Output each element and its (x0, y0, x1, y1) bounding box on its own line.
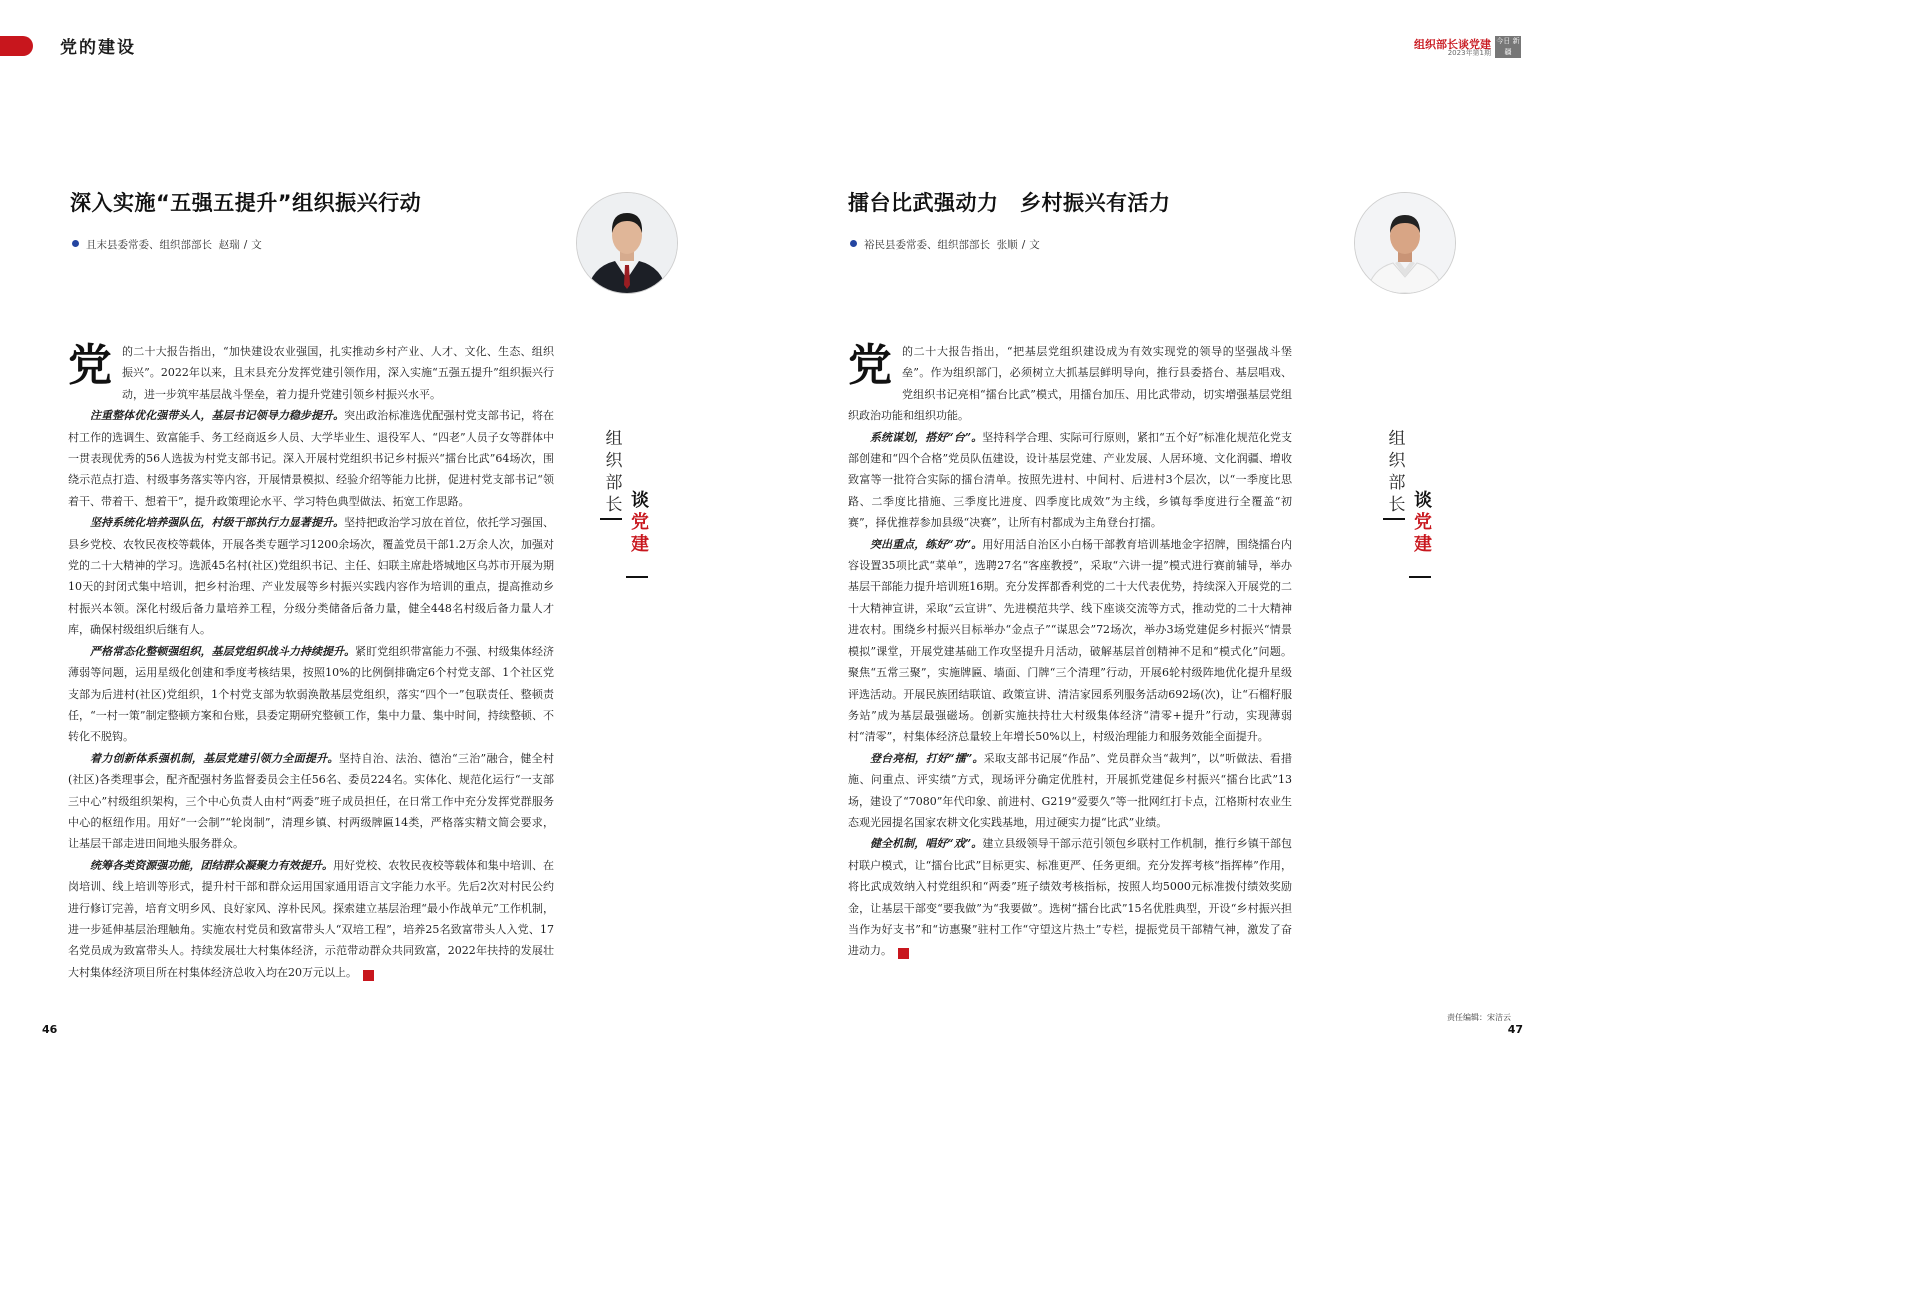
section-tab-marker (0, 36, 33, 56)
left-paragraph-lead: 着力创新体系强机制，基层党建引领力全面提升。 (90, 751, 339, 765)
column-logo-bar (1383, 518, 1405, 520)
column-logo-char: 部 (1388, 473, 1406, 493)
right-paragraph (848, 534, 1292, 748)
column-logo-char: 组 (1388, 429, 1406, 449)
left-page-number: 46 (42, 1023, 58, 1036)
left-paragraph-text: 用好党校、农牧民夜校等载体和集中培训、在岗培训、线上培训等形式，提升村干部和群众运用国家通用语言文字能力水平。先后2次对村民公约进行修订完善，培育文明乡风、良好家风、淳朴民风。探索建立基层治理“最小作战单元”工作机制，进一步延伸基层治理触角。实施农村党员和致富带头人“双培工程”，培养25名致富带头人入党、17名党员成为致富带头人。持续发展壮大村集体经济，示范带动群众共同致富，2022年扶持的发展壮大村集体经济项目所在村集体经济总收入均在20万元以上。 (68, 858, 555, 979)
column-logo-char: 谈 (1414, 490, 1432, 511)
right-paragraph-lead: 系统谋划，搭好“台”。 (870, 430, 983, 444)
left-paragraph-lead: 注重整体优化强带头人，基层书记领导力稳步提升。 (90, 409, 345, 423)
column-logo-char: 谈 (631, 490, 649, 511)
right-drop-cap: 党 (848, 340, 892, 391)
right-paragraph-text: 采取支部书记展“作品”、党员群众当“裁判”，以“听做法、看措施、问重点、评实绩”方式，现场评分确定优胜村，开展抓党建促乡村振兴“擂台比武”13场，建设了“7080”年代印象、前进村、G219“爱要久”等一批网红打卡点，江格斯村农业生态观光园提名国家农耕文化实践基地，用过硬实力提“比武”业绩。 (848, 751, 1292, 829)
column-logo-char: 建 (1414, 534, 1432, 555)
column-logo-char: 党 (1414, 512, 1432, 533)
column-logo-char: 长 (605, 495, 623, 515)
column-logo-highlight (628, 490, 652, 556)
left-paragraph-text: 坚持自治、法治、德治“三治”融合，健全村(社区)各类理事会，配齐配强村务监督委员会主任56名、委员224名。实体化、规范化运行“一支部三中心”村级组织架构，三个中心负责人由村“两委”班子成员担任，在日常工作中充分发挥党群服务中心的枢纽作用。用好“一会制”“轮岗制”，清理乡镇、村两级牌匾14类，严格落实精文简会要求，让基层干部走进田间地头服务群众。 (68, 751, 554, 851)
right-paragraph-lead: 健全机制，唱好“戏”。 (870, 837, 983, 851)
author-photo-icon (1355, 193, 1455, 293)
issue-info: 2023年第1期 (1447, 49, 1491, 57)
right-paragraph-text: 用好用活自治区小白杨干部教育培训基地金字招牌，围绕擂台内容设置35项比武“菜单”，选聘27名“客座教授”，采取“六讲一提”模式进行赛前辅导，举办基层干部能力提升培训班16期。充分发挥都香利党的二十大代表优势，持续深入开展党的二十大精神宣讲，采取“云宣讲”、先进模范共学、线下座谈交流等方式，推动党的二十大精神进农村。围绕乡村振兴目标举办“金点子”“谋思会”72场次，举办3场党建促乡村振兴“情景模拟”课堂，开展党建基础工作攻坚提升月活动，破解基层首创精神不足和“模式化”问题。聚焦“五常三聚”，实施牌匾、墙面、门牌“三个清理”行动，开展6轮村级阵地优化提升星级评选活动。开展民族团结联谊、政策宣讲、清洁家园系列服务活动692场(次)，让“石榴籽服务站”成为基层最强磁场。创新实施扶持壮大村级集体经济“清零+提升”行动，实现薄弱村“清零”，村集体经济总量较上年增长50%以上，村级治理能力和服务效能全面提升。 (848, 537, 1293, 744)
right-author-title: 裕民县委常委、组织部部长 (864, 239, 990, 251)
right-byline-separator: / (1021, 239, 1026, 251)
right-paragraph-lead: 登台亮相，打好“擂”。 (870, 751, 984, 765)
left-paragraph-lead: 统筹各类资源强功能，团结群众凝聚力有效提升。 (90, 858, 334, 872)
left-paragraph (68, 512, 554, 640)
right-paragraph-lead: 突出重点，练好“功”。 (870, 537, 983, 551)
left-paragraph-text: 紧盯党组织带富能力不强、村级集体经济薄弱等问题，运用星级化创建和季度考核结果，按照10%的比例倒排确定6个村党支部、1个社区党支部为后进村(社区)党组织，1个村党支部为软弱涣散基层党组织，落实“四个一”包联责任、整顿责任，“一村一策”制定整顿方案和台账，县委定期研究整顿工作，集中力量、集中时间，持续整顿、不转化不脱钩。 (68, 644, 555, 744)
right-column-logo (1383, 428, 1443, 598)
left-byline-separator: / (243, 239, 248, 251)
left-author-portrait (576, 192, 678, 294)
right-author-name: 张顺 (996, 239, 1018, 251)
left-author-title: 且末县委常委、组织部部长 (86, 239, 212, 251)
left-article-title: 深入实施“五强五提升”组织振兴行动 (70, 191, 422, 215)
right-paragraph (848, 833, 1292, 961)
magazine-logo: 今日 新疆 (1496, 37, 1520, 56)
left-paragraph (68, 641, 554, 748)
column-logo-char: 织 (1388, 451, 1406, 471)
right-paragraph-text: 的二十大报告指出，“把基层党组织建设成为有效实现党的领导的坚强战斗堡垒”。作为组织部门，必须树立大抓基层鲜明导向，推行县委搭台、基层唱戏、党组织书记亮相“擂台比武”模式，用擂台加压、用比武带动，切实增强基层党组织政治功能和组织功能。 (848, 345, 1292, 423)
left-paragraph-lead: 坚持系统化培养强队伍，村级干部执行力显著提升。 (90, 516, 345, 530)
author-photo-icon (577, 193, 677, 293)
column-logo-char: 长 (1388, 495, 1406, 515)
right-article-body (848, 341, 1292, 962)
right-paragraph-intro (848, 341, 1292, 427)
left-paragraph (68, 748, 554, 855)
column-logo-bar (1409, 576, 1431, 578)
column-logo-char: 部 (605, 473, 623, 493)
column-logo-bar (600, 518, 622, 520)
end-mark-icon: J (898, 948, 909, 959)
right-page-number: 47 (1507, 1023, 1523, 1036)
right-author-portrait (1354, 192, 1456, 294)
column-logo-text (602, 428, 626, 516)
bullet-icon (72, 240, 79, 247)
right-paragraph (848, 427, 1292, 534)
right-article-title: 擂台比武强动力 乡村振兴有活力 (848, 191, 1171, 215)
editor-credit: 责任编辑：宋洁云 (1447, 1013, 1511, 1022)
left-column-logo (600, 428, 660, 598)
column-logo-char: 组 (605, 429, 623, 449)
left-paragraph-text: 坚持把政治学习放在首位，依托学习强国、县乡党校、农牧民夜校等载体，开展各类专题学习1200余场次，覆盖党员干部1.2万余人次，加强对党的二十大精神的学习。选派45名村(社区)党组织书记、主任、妇联主席赴塔城地区乌苏市开展为期10天的封闭式集中培训，把乡村治理、产业发展等乡村振兴实践内容作为培训的重点，提高推动乡村振兴本领。深化村级后备力量培养工程，分级分类储备后备力量，健全448名村级后备力量人才库，确保村级组织后继有人。 (68, 516, 555, 637)
bullet-icon (850, 240, 857, 247)
column-title: 组织部长谈党建 (1414, 38, 1491, 51)
column-logo-bar (626, 576, 648, 578)
left-paragraph-intro (68, 341, 554, 405)
column-logo-highlight (1411, 490, 1435, 556)
column-logo-char: 织 (605, 451, 623, 471)
right-paragraph-text: 建立县级领导干部示范引领包乡联村工作机制，推行乡镇干部包村联户模式，让“擂台比武”目标更实、标准更严、任务更细。充分发挥考核“指挥棒”作用，将比武成效纳入村党组织和“两委”班子绩效考核指标，按照人均5000元标准拨付绩效奖励金，让基层干部变“要我做”为“我要做”。选树“擂台比武”15名优胜典型，开设“乡村振兴担当作为好支书”和“访惠聚”驻村工作“守望这片热土”专栏，提振党员干部精气神，激发了奋进动力。 (848, 837, 1293, 958)
end-mark-icon: J (363, 970, 374, 981)
left-paragraph (68, 405, 554, 512)
left-paragraph (68, 855, 554, 983)
section-title: 党的建设 (60, 38, 136, 58)
column-logo-char: 建 (631, 534, 649, 555)
left-byline-suffix: 文 (251, 239, 262, 251)
column-logo-char: 党 (631, 512, 649, 533)
left-paragraph-lead: 严格常态化整顿强组织，基层党组织战斗力持续提升。 (90, 644, 356, 658)
left-drop-cap: 党 (68, 340, 112, 391)
left-author-name: 赵瑞 (218, 239, 240, 251)
right-byline-suffix: 文 (1029, 239, 1040, 251)
right-byline (850, 237, 1040, 252)
left-paragraph-text: 突出政治标准选优配强村党支部书记，将在村工作的选调生、致富能手、务工经商返乡人员、大学毕业生、退役军人、“四老”人员子女等群体中一贯表现优秀的56人选拔为村党支部书记。深入开展村党组织书记乡村振兴“擂台比武”64场次，围绕示范点打造、村级事务落实等内容，开展情景模拟、经验介绍等能力比拼，促进村党支部书记“领着干、带着干、想着干”，提升政策理论水平、学习特色典型做法、拓宽工作思路。 (68, 409, 555, 508)
right-paragraph (848, 748, 1292, 834)
left-byline (72, 237, 262, 252)
right-paragraph-text: 坚持科学合理、实际可行原则，紧扣“五个好”标准化规范化党支部创建和“四个合格”党员队伍建设，设计基层党建、产业发展、人居环境、文化润疆、增收致富等一批符合实际的擂台清单。按照先进村、中间村、后进村3个层次，以“一季度比思路、二季度比措施、三季度比进度、四季度比成效”为主线，乡镇每季度进行全覆盖“初赛”，择优推荐参加县级“决赛”，让所有村都成为主角登台打擂。 (848, 430, 1292, 530)
column-logo-text (1385, 428, 1409, 516)
left-paragraph-text: 的二十大报告指出，“加快建设农业强国，扎实推动乡村产业、人才、文化、生态、组织振兴”。2022年以来，且末县充分发挥党建引领作用，深入实施“五强五提升”组织振兴行动，进一步筑牢基层战斗堡垒，着力提升党建引领乡村振兴水平。 (122, 345, 554, 401)
left-article-body (68, 341, 554, 983)
